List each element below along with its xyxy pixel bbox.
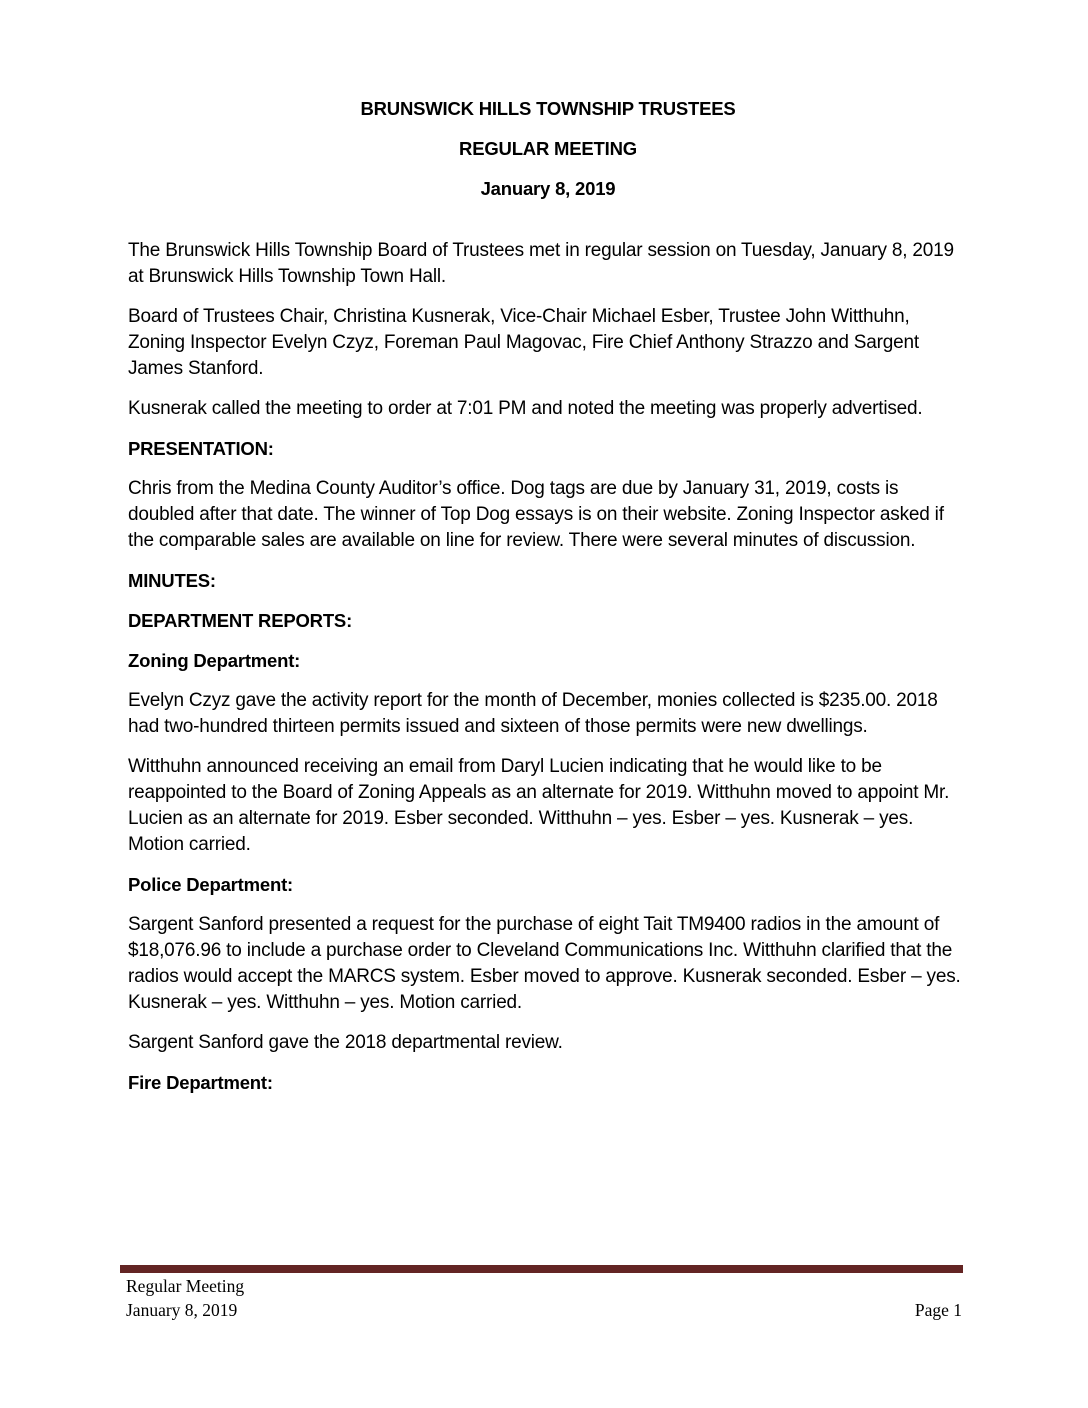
footer-divider <box>120 1265 963 1273</box>
meeting-date: January 8, 2019 <box>480 178 616 199</box>
document-body <box>128 96 968 1096</box>
intro-paragraph: The Brunswick Hills Township Board of Trustees met in regular session on Tuesday, January 8, 2019 at Brunswick Hills Township Town Hall. <box>128 240 954 287</box>
meeting-type: REGULAR MEETING <box>459 138 637 159</box>
footer-date: January 8, 2019 <box>126 1300 238 1320</box>
document-title: BRUNSWICK HILLS TOWNSHIP TRUSTEES <box>360 98 736 119</box>
presentation-paragraph: Chris from the Medina County Auditor’s office. Dog tags are due by January 31, 2019, costs is doubled after that date. The winner of Top Dog essays is on their website. Zoning Inspector asked if the comparable sales are available on line for review. There were several minutes of discussion. <box>128 478 944 551</box>
zoning-paragraph: Witthuhn announced receiving an email from Daryl Lucien indicating that he would like to be reappointed to the Board of Zoning Appeals as an alternate for 2019. Witthuhn moved to appoint Mr. Lucien as an alternate for 2019. Esber seconded. Witthuhn – yes. Esber – yes. Kusnerak – yes. Motion carried. <box>128 756 950 855</box>
call-to-order-paragraph: Kusnerak called the meeting to order at 7:01 PM and noted the meeting was properly advertised. <box>128 398 923 419</box>
zoning-department-heading: Zoning Department: <box>128 650 301 671</box>
zoning-paragraph: Evelyn Czyz gave the activity report for the month of December, monies collected is $235.00. 2018 had two-hundred thirteen permits issued and sixteen of those permits were new dwellings. <box>128 690 938 737</box>
department-reports-heading: DEPARTMENT REPORTS: <box>128 610 353 631</box>
police-paragraph: Sargent Sanford presented a request for the purchase of eight Tait TM9400 radios in the amount of $18,076.96 to include a purchase order to Cleveland Communications Inc. Witthuhn clarified that the radios would accept the MARCS system. Esber moved to approve. Kusnerak seconded. Esber – yes. Kusnerak – yes. Witthuhn – yes. Motion carried. <box>128 914 961 1013</box>
police-paragraph: Sargent Sanford gave the 2018 departmental review. <box>128 1032 563 1053</box>
page-number: Page 1 <box>914 1300 962 1320</box>
police-department-heading: Police Department: <box>128 874 293 895</box>
minutes-heading: MINUTES: <box>128 570 216 591</box>
presentation-heading: PRESENTATION: <box>128 438 274 459</box>
footer-meeting-type: Regular Meeting <box>126 1276 245 1296</box>
page-footer <box>126 1274 962 1322</box>
attendance-paragraph: Board of Trustees Chair, Christina Kusnerak, Vice-Chair Michael Esber, Trustee John Witthuhn, Zoning Inspector Evelyn Czyz, Foreman Paul Magovac, Fire Chief Anthony Strazzo and Sargent James Stanford. <box>128 306 919 379</box>
fire-department-heading: Fire Department: <box>128 1072 273 1093</box>
